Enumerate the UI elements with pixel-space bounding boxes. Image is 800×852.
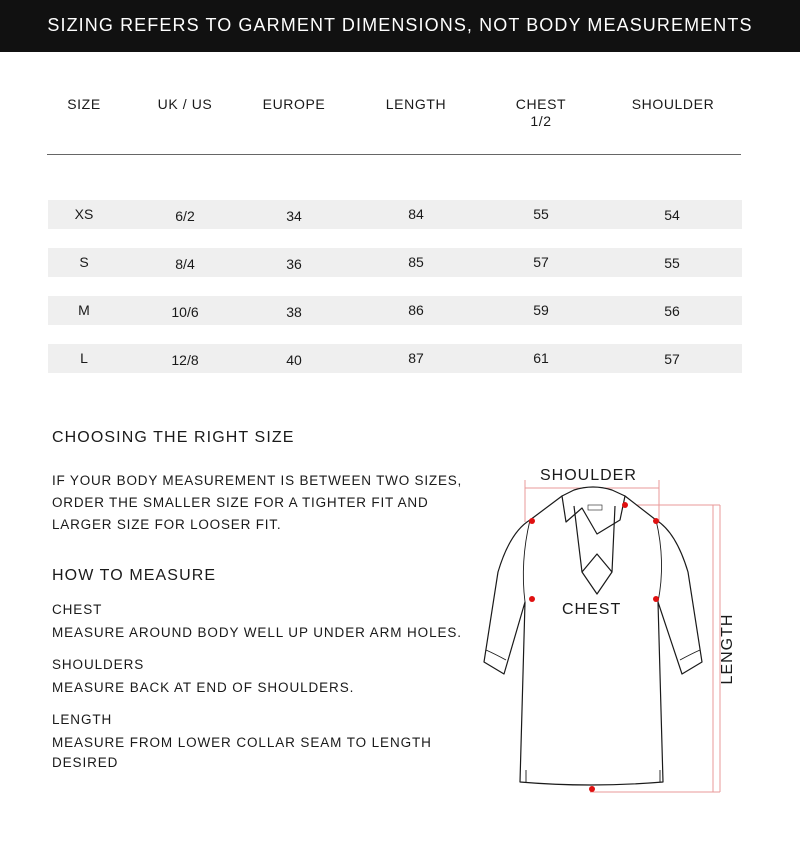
measurement-diagram [470,462,740,802]
header-chest [500,96,582,130]
cell-size: S [79,254,89,270]
cell-size: L [80,350,88,366]
length-description-2: DESIRED [52,755,119,770]
header-uk-us: UK / US [157,96,213,112]
header-divider [47,154,741,155]
cell-length: 84 [408,206,424,222]
cell-shoulder: 55 [664,255,680,271]
cell-size: M [78,302,90,318]
how-to-measure-heading: HOW TO MEASURE [52,567,217,584]
shoulders-description: MEASURE BACK AT END OF SHOULDERS. [52,680,355,695]
choosing-size-heading: CHOOSING THE RIGHT SIZE [52,429,295,446]
cell-chest: 61 [533,350,549,366]
header-europe: EUROPE [262,96,326,112]
shirt-outline [484,487,702,785]
length-description-1: MEASURE FROM LOWER COLLAR SEAM TO LENGTH [52,735,432,750]
header-chest-line2: 1/2 [530,113,552,129]
header-length: LENGTH [385,96,447,112]
shoulders-label: SHOULDERS [52,657,145,672]
cell-europe: 40 [286,352,302,368]
cell-chest: 55 [533,206,549,222]
choosing-line: ORDER THE SMALLER SIZE FOR A TIGHTER FIT AND [52,495,429,510]
header-banner: SIZING REFERS TO GARMENT DIMENSIONS, NOT BODY MEASUREMENTS [0,0,800,52]
choosing-size-text [52,470,462,536]
cell-europe: 34 [286,208,302,224]
cell-length: 87 [408,350,424,366]
cell-chest: 57 [533,254,549,270]
cell-uk-us: 12/8 [171,352,199,368]
choosing-line: IF YOUR BODY MEASUREMENT IS BETWEEN TWO SIZES, [52,473,463,488]
cell-uk-us: 10/6 [171,304,199,320]
header-shoulder: SHOULDER [631,96,715,112]
cell-shoulder: 57 [664,351,680,367]
chest-label: CHEST [52,602,103,617]
cell-length: 86 [408,302,424,318]
cell-length: 85 [408,254,424,270]
header-size: SIZE [67,96,101,112]
diagram-chest-label: CHEST [562,601,622,618]
length-label: LENGTH [52,712,113,727]
chest-description: MEASURE AROUND BODY WELL UP UNDER ARM HOLES. [52,625,462,640]
choosing-line: LARGER SIZE FOR LOOSER FIT. [52,517,282,532]
shirt-measurement-icon [470,462,740,802]
cell-uk-us: 8/4 [175,256,195,272]
diagram-shoulder-label: SHOULDER [540,467,637,484]
diagram-length-label: LENGTH [719,613,736,685]
header-chest-line1: CHEST [515,96,567,112]
cell-size: XS [74,206,94,222]
cell-shoulder: 56 [664,303,680,319]
cell-europe: 36 [286,256,302,272]
cell-uk-us: 6/2 [175,208,195,224]
cell-shoulder: 54 [664,207,680,223]
cell-chest: 59 [533,302,549,318]
cell-europe: 38 [286,304,302,320]
